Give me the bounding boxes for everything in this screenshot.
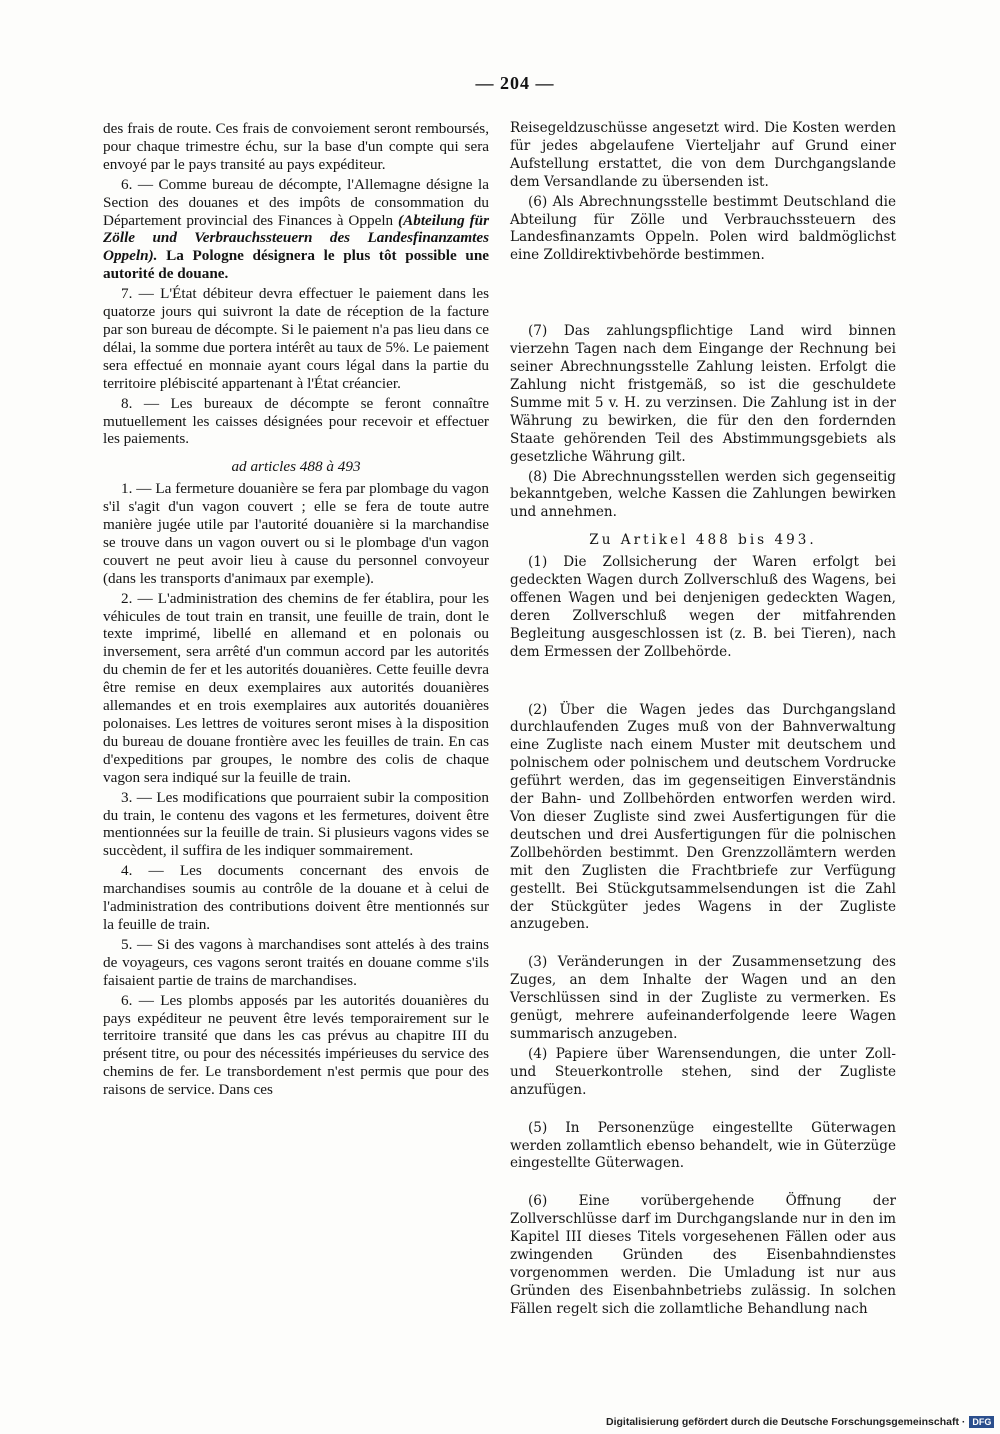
fr-paragraph: [103, 176, 489, 283]
german-column: [510, 120, 896, 1319]
fr-paragraph: 6. — Les plombs apposés par les autorités douanières du pays expéditeur ne peuvent être levés temporairement sur le territoire transité que dans les cas prévus au chapitre III du présent titre, ou pour des nécessités impérieuses du service des chemins de fer. Le transbordement n'est permis que pour des raisons de service. Dans ces: [103, 991, 489, 1099]
de-paragraph: (6) Als Abrechnungsstelle bestimmt Deutschland die Abteilung für Zölle und Verbrauchssteuern des Landesfinanzamts Oppeln. Polen wird baldmöglichst eine Zolldirektivbehörde bestimmen.: [510, 193, 896, 264]
fr-paragraph: 2. — L'administration des chemins de fer établira, pour les véhicules de tout train en transit, une feuille de train, dont le texte imprimé, libellé en allemand et en polonais ou inversement, sera arrêté d'un commun accord par les autorités du chemin de fer et les autorités douanières. Cette feuille devra être remise en deux exemplaires aux autorités douanières allemandes et en trois exemplaires aux autorités douanières polonaises. Les lettres de voitures seront mises à la disposition du bureau de douane frontière avec les feuilles de train. En cas d'expeditions par groupes, le nombre des colis de chaque vagon sera indiqué sur la feuille de train.: [103, 589, 489, 786]
de-paragraph: (4) Papiere über Warensendungen, die unter Zoll- und Steuerkontrolle stehen, sind der Zugliste anzufügen.: [510, 1045, 896, 1098]
dfg-logo: DFG: [969, 1416, 994, 1428]
de-paragraph: (8) Die Abrechnungsstellen werden sich gegenseitig bekanntgeben, welche Kassen die Zahlungen bewirken und annehmen.: [510, 468, 896, 521]
fr-text: La Pologne désignera le plus tôt possible une autorité de douane.: [103, 247, 490, 283]
de-paragraph: (6) Eine vorübergehende Öffnung der Zollverschlüsse darf im Durchgangslande nur in den im Kapitel III dieses Titels vorgesehenen Fällen oder aus zwingenden Gründen des Eisenbahndienstes vorgenommen werden. Die Umladung ist nur aus Gründen des Eisenbahnbetriebs zulässig. In solchen Fällen regelt sich die zollamtliche Behandlung nach: [510, 1193, 896, 1317]
page-number: — 204 —: [475, 73, 555, 93]
de-paragraph: (3) Veränderungen in der Zusammensetzung des Zuges, an dem Inhalte der Wagen und an den Verschlüssen sind in der Zugliste zu vermerken. Es genügt, mehrere aufeinanderfolgende leere Wagen summarisch anzugeben.: [510, 954, 896, 1042]
fr-paragraph: 4. — Les documents concernant des envois de marchandises soumis au contrôle de la douane et à celui de l'administration des contributions doivent être mentionnés sur la feuille de train.: [103, 862, 489, 933]
footer-text: Digitalisierung gefördert durch die Deutsche Forschungsgemeinschaft ·: [606, 1416, 966, 1428]
french-column: [103, 120, 489, 1099]
de-section-heading: Zu Artikel 488 bis 493.: [589, 532, 817, 549]
de-paragraph: Reisegeldzuschüsse angesetzt wird. Die Kosten werden für jedes abgelaufene Vierteljahr auf Grund einer Aufstellung erstattet, die von dem Durchgangslande dem Versandlande zu übersenden ist.: [510, 120, 896, 190]
de-paragraph: (5) In Personenzüge eingestellte Güterwagen werden zollamtlich ebenso behandelt, wie in Güterzüge eingestellte Güterwagen.: [510, 1119, 896, 1172]
de-paragraph: (2) Über die Wagen jedes das Durchgangsland durchlaufenden Zuges muß von der Bahnverwaltung eine Zugliste nach einem Muster mit deutschem und polnischem oder polnischem und deutschem Vordrucke geführt werden, das im gegenseitigen Einverständnis der Bahn- und Zollbehörden entworfen werden wird. Von dieser Zugliste sind zwei Ausfertigungen für die deutschen und drei Ausfertigungen für die polnischen Zollbehörden bestimmt. Den Grenzzollämtern werden mit den Zuglisten die Frachtbriefe zur Verfügung gestellt. Bei Stückgutsammelsendungen ist die Zahl der Stückgüter jedes Wagens in der Zugliste anzugeben.: [510, 701, 896, 933]
fr-italic-ref: (Abteilung für Zölle und Verbrauchssteuern des Landesfinanzamtes Oppeln).: [103, 211, 490, 265]
fr-paragraph: des frais de route. Ces frais de convoiement seront remboursés, pour chaque trimestre échu, sur la base d'un compte qui sera envoyé par le pays transité au pays expéditeur.: [103, 120, 489, 173]
de-paragraph: (1) Die Zollsicherung der Waren erfolgt bei gedeckten Wagen durch Zollverschluß des Wagens, bei offenen Wagen und bei denjenigen gedeckten Wagen, deren Zollverschluß wegen der mitfahrenden Begleitung ausgeschlossen ist (z. B. bei Tieren), nach dem Ermessen der Zollbehörde.: [510, 554, 896, 660]
fr-section-heading: ad articles 488 à 493: [231, 458, 361, 476]
fr-text: 6. — Comme bureau de décompte, l'Allemagne désigne la Section des douanes et des impôts de consommation du Département provincial des Finances à Oppeln: [103, 175, 489, 229]
fr-paragraph: 3. — Les modifications que pourraient subir la composition du train, le contenu des vagons et les fermetures, doivent être mentionnées sur la feuille de train. Si plusieurs vagons vides se succèdent, il suffira de les indiquer sommairement.: [103, 788, 489, 860]
fr-paragraph: 5. — Si des vagons à marchandises sont attelés à des trains de voyageurs, ces vagons seront traités en douane comme s'ils faisaient partie de trains de marchandises.: [103, 935, 489, 989]
fr-paragraph: 8. — Les bureaux de décompte se feront connaître mutuellement les caisses désignées pour recevoir et effectuer les paiements.: [103, 394, 489, 448]
footer-credit: [606, 1416, 994, 1428]
fr-paragraph: 1. — La fermeture douanière se fera par plombage du vagon s'il s'agit d'un vagon couvert ; elle se fera de toute autre manière jugée utile par l'autorité douanière si la marchandise se trouve dans un vagon ouvert ou si le plombage d'un vagon couvert ne peut avoir lieu à cause du personnel convoyeur (dans les transports d'animaux par exemple).: [103, 480, 489, 587]
fr-paragraph: 7. — L'État débiteur devra effectuer le paiement dans les quatorze jours qui suivront la date de réception de la facture par son bureau de décompte. Si le paiement n'a pas lieu dans ce délai, la somme due portera intérêt au taux de 5%. Le paiement sera effectué en monnaie ayant cours légal dans la partie du territoire plébiscité appartenant à l'État créancier.: [103, 285, 489, 392]
de-paragraph: (7) Das zahlungspflichtige Land wird binnen vierzehn Tagen nach dem Eingange der Rechnung bei seiner Abrechnungsstelle Zahlung leisten. Erfolgt die Zahlung nicht fristgemäß, so ist die geschuldete Summe mit 5 v. H. zu verzinsen. Die Zahlung ist in der Währung zu bewirken, die für den den fordernden Staate gehörenden Teil des Abstimmungsgebiets als gesetzliche Währung gilt.: [510, 323, 896, 465]
